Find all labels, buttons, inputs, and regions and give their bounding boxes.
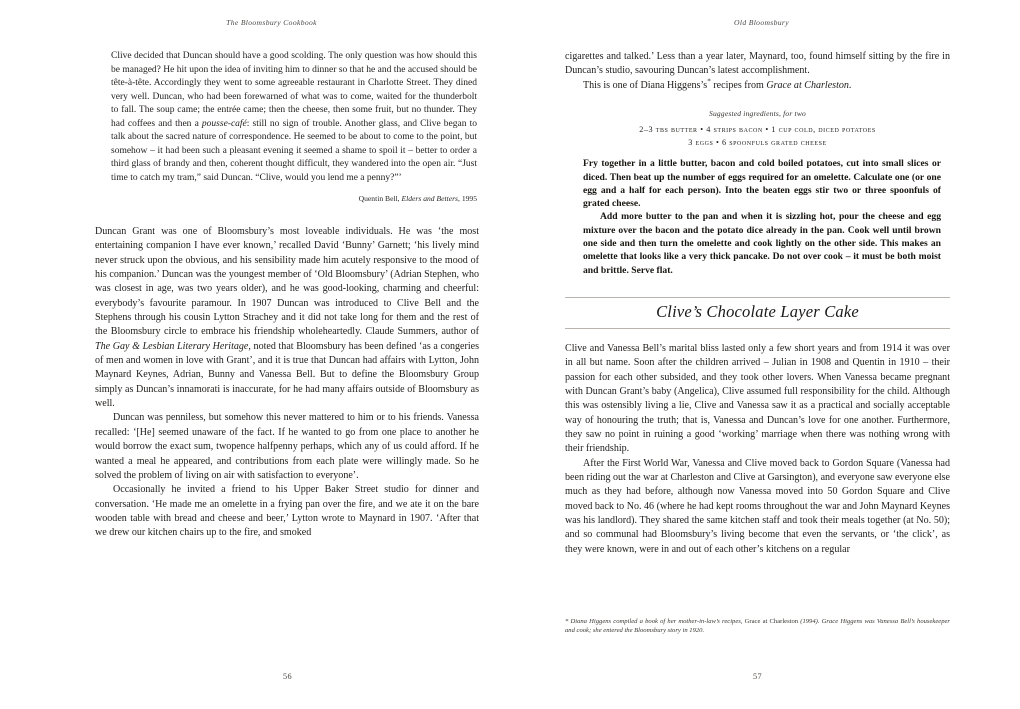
epigraph-text [111,50,477,185]
ingredients-block [565,109,950,149]
left-folio: 56 [283,672,292,681]
method-paragraph-1: Fry together in a little butter, bacon and cold boiled potatoes, cut into small slices or diced. Then beat up the number of eggs required for an omelette. Calculate one (or one egg and a half for each person). Into the beaten eggs stir two or three spoonfuls of grated cheese. [583,158,941,210]
epigraph-attribution-title: Elders and Betters [401,194,459,203]
run-italic: * Diana Higgens compiled a book of her mother-in-law’s recipes, [565,617,745,625]
recipe-method-block [583,157,941,277]
right-page [510,0,1020,709]
right-paragraph-2 [565,79,950,93]
left-paragraph-2: Duncan was penniless, but somehow this never mattered to him or to his friends. Vanessa recalled: ‘[He] seemed unaware of the fact. If he wanted to go from one place to another he would borrow the exact sum, twopence halfpenny perhaps, which any of us could afford. If he wanted a meal he appeared, and contributions from each plate were willingly made. So he solved the problem of living on air with satisfaction to everyone’. [95,412,479,481]
epigraph-block [111,50,477,204]
run-roman-title: Grace at Charleston [744,617,799,625]
epigraph-part-2: : still no sign of trouble. Another glass, and Clive began to talk about the sacred nature of correspondence. He seemed to be about to come to the point, but somehow – it had been such a pleasant evening it seemed a shame to spoil it – better to order a third glass of brandy and then, coherent thought difficult, they wandered into the open air. “Just time to catch my tram,” said Duncan. “Clive, would you lend me a penny?”’ [111,118,478,183]
left-text-column [95,50,479,541]
epigraph-attribution-author: Quentin Bell, [358,194,402,203]
right-running-head: Old Bloomsbury [734,18,789,27]
run-text: recipes from [710,79,767,91]
method-paragraph-2: Add more butter to the pan and when it is sizzling hot, pour the cheese and egg mixture over the bacon and the potato dice already in the pan. Cook well until brown one side and then turn the omelette and cook lightly on the other side. This makes an omelette that looks like a very thick pancake. Do not over cook – it must be both moist and brittle. Serve flat. [583,211,941,276]
run-text: This is one of Diana Higgens’s [583,79,708,91]
ingredients-lead: Suggested ingredients, for two [709,109,806,119]
left-paragraph-3: Occasionally he invited a friend to his Upper Baker Street studio for dinner and conversation. ‘He made me an omelette in a frying pan over the fire, and we ate it on the bare wooden table with bread and cheese and beer,’ Lytton wrote to Maynard in 1907. ‘After that we drew our kitchen chairs up to the fire, and smoked [95,484,479,539]
spacer [95,204,479,225]
left-running-head: The Bloomsbury Cookbook [226,18,317,27]
ingredients-line-2: 3 eggs • 6 spoonfuls grated cheese [688,137,827,147]
footnote-marker: * [707,77,711,86]
recipe-heading [565,297,950,329]
run-text: . [848,79,852,91]
run-italic: (1994). Grace Higgens was Vanessa Bell’s housekeeper and cook; she entered the Bloomsbury story in 1920. [565,617,950,634]
right-paragraph-1: cigarettes and talked.’ Less than a year later, Maynard, too, found himself sitting by the fire in Duncan’s studio, savouring Duncan’s latest accomplishment. [565,51,950,77]
ingredients-line-1: 2–3 tbs butter • 4 strips bacon • 1 cup cold, diced potatoes [639,125,876,135]
footnote-block [565,617,950,635]
recipe-title: Clive’s Chocolate Layer Cake [656,301,859,321]
epigraph-attribution [111,194,477,204]
epigraph-attribution-year: , 1995 [458,194,477,203]
rule-bottom [565,328,950,329]
epigraph-italic-phrase: pousse-café [201,118,247,129]
run-italic-title: The Gay & Lesbian Literary Heritage [95,340,249,352]
right-text-column [565,50,950,557]
recipe-paragraph-1: Clive and Vanessa Bell’s marital bliss lasted only a few short years and from 1914 it was over in all but name. Soon after the children arrived – Julian in 1908 and Quentin in 1910 – their passion for each other subsided, and they took other lovers. When Vanessa became pregnant with Duncan Grant’s baby (Angelica), Clive assumed full responsibility for the child. Although this was ostensibly living a lie, Clive and Vanessa saw it as a practical and socially acceptable way of honouring the truth; that is, Vanessa and Duncan’s love for one another. Furthermore, they saw no point in ruining a good ‘working’ marriage when there was nothing wrong with their friendship. [565,342,950,455]
run-text: , noted that Bloomsbury has been defined ‘as a congeries of men and women in love with Grant’, and it is true that Duncan had affairs with Lytton, John Maynard Keynes, Adrian, Bunny and Vanessa Bell. But to define the Bloomsbury Group simply as Duncan’s innamorati is inaccurate, for he had many affairs outside of Bloomsbury as well. [95,340,479,410]
recipe-paragraph-2: After the First World War, Vanessa and Clive moved back to Gordon Square (Vanessa had been riding out the war at Charleston and Clive at Garsington), and everyone saw everyone else much as they had before, although now Vanessa moved into 50 Gordon Square and Clive moved back to No. 46 (where he had kept rooms throughout the war and John Maynard Keynes was his landlord). They shared the same kitchen staff and took their meals together (at No. 50); and so communal had Bloomsbury’s living become that even the servants, or ‘the click’, as they were known, were in and out of each other’s kitchens on a regular [565,457,951,555]
footnote-text [565,617,950,635]
run-italic-title: Grace at Charleston [766,79,849,91]
epigraph-part-1: Clive decided that Duncan should have a good scolding. The only question was how should this be managed? He hit upon the idea of inviting him to dinner so that he and the accused should be tête-à-tête. Accordingly they went to some agreeable restaurant in Charlotte Street. They dined very well. Duncan, who had been forewarned of what was to come, waited for the thunderbolt to fall. The soup came; the entrée came; then the cheese, then some fruit, but no thunder. They had coffees and then a [111,51,477,129]
run-text: Duncan Grant was one of Bloomsbury’s most loveable individuals. He was ‘the most entertaining companion I have ever known,’ recalled David ‘Bunny’ Garnett; ‘his lively mind never struck upon the obvious, and his sensibility made him acutely responsive to the mood of his companion.’ Duncan was the youngest member of ‘Old Bloomsbury’ (Adrian Stephen, who was closest in age, was two years older), and he was good-looking, charming and cheerful: everybody’s favourite paramour. In 1907 Duncan was introduced to Clive Bell and the Stephens through his cousin Lytton Strachey and it did not take long for them and the rest of the Bloomsbury circle to embrace his friendship wholeheartedly. Claude Summers, author of [95,226,479,338]
left-paragraph-1 [95,225,479,411]
right-folio: 57 [753,672,762,681]
